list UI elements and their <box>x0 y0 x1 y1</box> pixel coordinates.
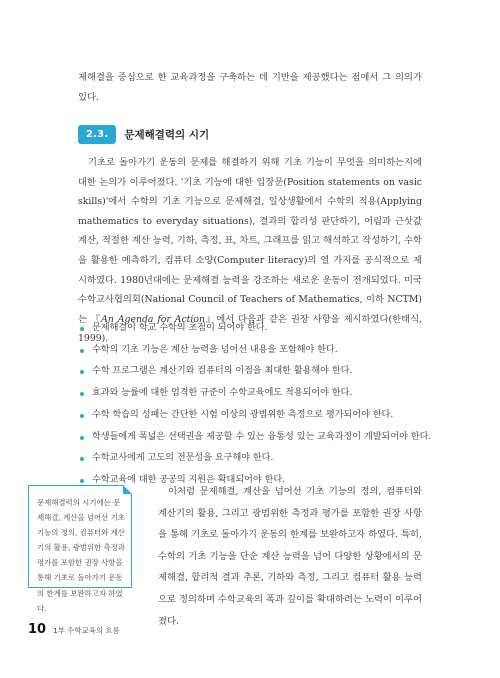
bullet-dot-icon <box>80 414 84 418</box>
closing-paragraph: 이처럼 문제해결, 계산을 넘어선 기초 기능의 정의, 컴퓨터와 계산기의 활용, 그리고 광범위한 측정과 평가를 포함한 권장 사항을 통해 기초로 돌아가기 운동의 한계를 보완하고자 하였다. 특히, 수학의 기초 기능을 단순 계산 능력을 넘어 다양한 상황에서의 문제해결, 합리적 결과 추론, 기하와 측정, 그리고 컴퓨터 활용 능력으로 정의하며 수학교육의 폭과 깊이를 확대하려는 노력이 이루어졌다. <box>158 486 422 627</box>
main-paragraph-text-end: 』에서 다음과 같은 권장 사항을 제시하였다(한태식, 1999). <box>78 313 423 345</box>
section-heading <box>78 125 209 144</box>
list-item-text: 수학교육에 대한 공공의 지원은 확대되어야 한다. <box>92 474 286 485</box>
section-title: 문제해결력의 시기 <box>124 129 210 141</box>
list-item <box>80 318 440 340</box>
list-item-text: 수학 프로그램은 계산기와 컴퓨터의 이점을 최대한 활용해야 한다. <box>92 366 353 377</box>
intro-paragraph: 제해결을 중심으로 한 교육과정을 구축하는 데 기반을 제공했다는 점에서 그 의의가 있다. <box>78 72 422 103</box>
list-item <box>80 383 440 405</box>
list-item-text: 수학 학습의 성패는 간단한 시험 이상의 광범위한 측정으로 평가되어야 한다. <box>92 409 394 420</box>
list-item-text: 문제해결이 학교 수학의 초점이 되어야 한다. <box>92 323 268 333</box>
list-item-text: 수학교사에게 고도의 전문성을 요구해야 한다. <box>92 453 274 464</box>
bullet-dot-icon <box>80 349 84 353</box>
list-item-text: 효과와 능률에 대한 엄격한 규준이 수학교육에도 적용되어야 한다. <box>92 388 353 399</box>
part-label: 1부 수학교육의 흐름 <box>53 626 120 635</box>
page-number: 10 <box>28 622 47 637</box>
sidebox-text: 문제해결력의 시기에는 문제해결, 계산을 넘어선 기초 기능의 정의, 컴퓨터와 계산기의 활용, 광범위한 측정과 평가를 포함한 권장 사항을 통해 기초로 돌아가기 운동의 한계를 보완하고자 하였다. <box>37 498 125 613</box>
list-item <box>80 340 440 362</box>
list-item <box>80 361 440 383</box>
bullet-dot-icon <box>80 457 84 461</box>
summary-sidebox <box>28 485 132 613</box>
list-item-text: 수학의 기초 기능은 계산 능력을 넘어선 내용을 포함해야 한다. <box>92 344 338 355</box>
bullet-dot-icon <box>80 436 84 440</box>
bullet-dot-icon <box>80 370 84 374</box>
bullet-dot-icon <box>80 392 84 396</box>
list-item <box>80 405 440 427</box>
bullet-dot-icon <box>80 479 84 483</box>
list-item-text: 학생들에게 폭넓은 선택권을 제공할 수 있는 융통성 있는 교육과정이 개발되어야 한다. <box>92 431 432 442</box>
section-number-badge: 2.3. <box>78 125 116 144</box>
main-paragraph-text: 기초로 돌아가기 운동의 문제를 해결하기 위해 기초 기능이 무엇을 의미하는지에 대한 논의가 이루어졌다. '기초 기능에 대한 입장문(Position statements on vasic skills)'에서 수학의 기초 기능으로 문제해결, 일상생활에서 수학의 적용(Applying mathematics to everyday situations), 결과의 합리성 판단하기, 어림과 근삿값 계산, 적절한 계산 능력, 기하, 측정, 표, 차트, 그래프를 읽고 해석하고 작성하기, 수학을 활용한 예측하기, 컴퓨터 소양(Computer literacy)의 열 가지를 공식적으로 제시하였다. 1980년대에는 문제해결 능력을 강조하는 새로운 운동이 전개되었다. 미국 수학교사협의회(National Council of Teachers of Mathematics, 이하 NCTM)는 『 <box>78 157 422 325</box>
list-item <box>80 448 440 470</box>
book-title: An Agenda for Action <box>101 313 205 325</box>
list-item <box>80 427 440 449</box>
page-footer <box>28 622 120 637</box>
recommendation-list <box>80 318 440 492</box>
bullet-dot-icon <box>80 327 84 331</box>
folded-corner-icon <box>123 485 132 494</box>
